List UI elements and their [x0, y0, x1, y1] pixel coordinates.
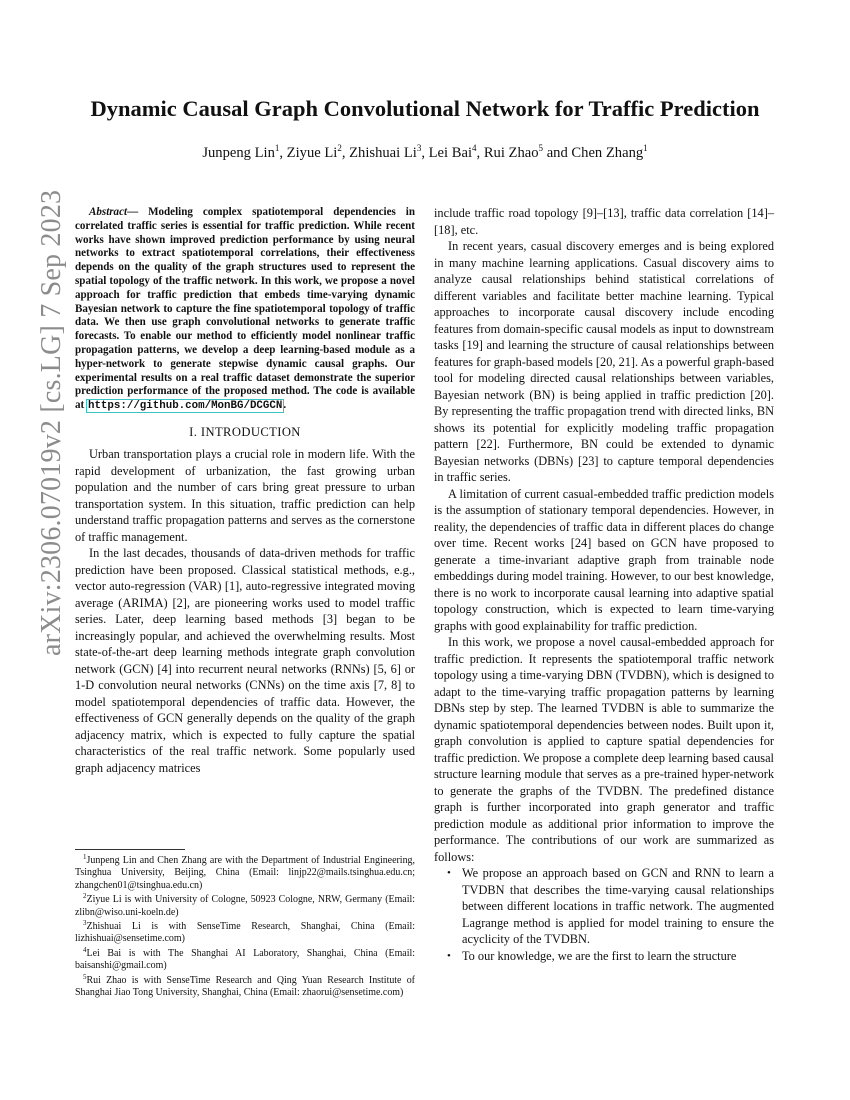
author: Ziyue Li$^2$,	[286, 143, 350, 161]
intro-paragraph: Urban transportation plays a crucial role in modern life. With the rapid development of urbanization, the fast growing urban population and the number of cars bring great pressure to urban transportation system. In this situation, traffic prediction can help understand traffic propagation patterns and serves as the cornerstone of traffic management.	[75, 447, 415, 544]
footnotes	[75, 855, 415, 1001]
intro-paragraph: In this work, we propose a novel causal-embedded approach for traffic prediction. It represents the spatiotemporal traffic network topology using a time-varying DBN (TVDBN), which is designed to adapt to the time-varying traffic propagation patterns by learning DBNs step by step. The learned TVDBN is able to summarize the dynamic spatiotemporal dependencies between nodes. Built upon it, graph convolution is applied to capture spatial dependencies for traffic prediction. We propose a complete deep learning based causal structure learning module that serves as a pre-trained hyper-network to generate the graphs of the TVDBN. The predefined distance graph is further incorporated into graph generator and traffic prediction module as additional prior information to improve the performance. The contributions of our work are summarized as follows:	[434, 635, 774, 864]
right-column	[434, 205, 774, 964]
code-link[interactable]: https://github.com/MonBG/DCGCN	[87, 400, 283, 413]
arxiv-identifier-stamp: arXiv:2306.07019v2 [cs.LG] 7 Sep 2023	[36, 189, 67, 656]
footnote: $^1$Junpeng Lin and Chen Zhang are with the Department of Industrial Engineering, Tsinghua University, Beijing, China (Email: linjp22@mails.tsinghua.edu.cn; zhangchen01@tsinghua.edu.cn)	[75, 853, 415, 891]
footnote: $^2$Ziyue Li is with University of Cologne, 50923 Cologne, NRW, Germany (Email: zlibn@wiso.uni-koeln.de)	[75, 892, 415, 918]
contribution-list	[434, 865, 774, 964]
intro-paragraph: In the last decades, thousands of data-driven methods for traffic prediction have been proposed. Classical statistical methods, e.g., vector auto-regression (VAR) [1], auto-regressive integrated moving average (ARIMA) [2], are pioneering works used to model traffic series. Later, deep learning based methods [3] began to be increasingly popular, and achieved the overwhelming results. Most state-of-the-art deep learning methods integrate graph convolution network (GCN) [4] into recurrent neural networks (RNNs) [5, 6] or 1-D convolution neural networks (CNNs) on the time axis [7, 8] to model spatiotemporal dependencies of traffic data. However, the effectiveness of GCN generally depends on the quality of the graph adjacency matrix, which is expected to fully capture the spatial characteristics of the real traffic network. Some popularly used graph adjacency matrices	[75, 546, 415, 775]
abstract-label: Abstract	[89, 206, 128, 218]
footnote: $^3$Zhishuai Li is with SenseTime Research, Shanghai, China (Email: lizhishuai@sensetime.com)	[75, 919, 415, 945]
section-heading-introduction: I. INTRODUCTION	[189, 424, 301, 439]
list-item: • To our knowledge, we are the first to learn the structure	[447, 948, 737, 963]
abstract: Abstract— Modeling complex spatiotemporal dependencies in correlated traffic series is essential for traffic prediction. While recent works have shown improved prediction performance by using neural networks to extract spatiotemporal correlations, their effectiveness depends on the quality of the graph structures used to represent the spatial topology of the traffic network. In this work, we propose a novel approach for traffic prediction that embeds time-varying dynamic Bayesian network to capture the fine spatiotemporal topology of traffic data. We then use graph convolutional networks to generate traffic forecasts. To enable our method to efficiently model nonlinear traffic propagation patterns, we develop a deep learning-based module as a hyper-network to generate stepwise dynamic causal graphs. Our experimental results on a real traffic dataset demonstrate the superior prediction performance of the proposed method. The code is available at https://github.com/MonBG/DCGCN.	[75, 206, 415, 413]
author: Rui Zhao$^5$ and	[483, 143, 572, 161]
author: Zhishuai Li$^3$,	[349, 143, 429, 161]
footnote: $^4$Lei Bai is with The Shanghai AI Laboratory, Shanghai, China (Email: baisanshi@gmail.com)	[75, 945, 415, 972]
author-line	[0, 145, 850, 162]
author: Junpeng Lin$^1$,	[202, 143, 287, 161]
continued-paragraph: include traffic road topology [9]–[13], traffic data correlation [14]–[18], etc.	[434, 206, 774, 237]
author: Chen Zhang$^1$	[571, 143, 648, 161]
intro-paragraph: A limitation of current casual-embedded traffic prediction models is the assumption of stationary temporal dependencies. However, in reality, the dependencies of traffic data in different places do change over time. Recent works [24] based on GCN have proposed to generate a time-invariant adaptive graph from trainable node embeddings during model training. However, to our best knowledge, there is no work to incorporate causal learning into adaptive spatial topology construction, which is expected to learn time-varying graphs with good explainability for traffic prediction.	[434, 486, 774, 633]
author: Lei Bai$^4$,	[428, 143, 484, 161]
intro-paragraph: In recent years, casual discovery emerges and is being explored in many machine learning applications. Casual discovery aims to analyze causal relationships behind statistical correlations of different variables and facilitate better machine learning. Typical approaches to incorporate causal discovery include encoding features from domain-specific causal models as input to downstream tasks [19] and learning the structure of causal relationships between features for graph-based models [20, 21]. As a powerful graph-based tool for modeling directed causal relationships between variables, Bayesian network (BN) is being applied in traffic prediction [20]. By representing the traffic propagation trend with directed links, BN shows its potential for explicitly modeling traffic propagation pattern [22]. Furthermore, BN could be extended to dynamic Bayesian networks (DBNs) [23] to capture temporal dependencies in traffic series.	[434, 239, 774, 484]
bullet-icon: •	[447, 949, 451, 962]
list-item: • We propose an approach based on GCN and RNN to learn a TVDBN that describes the time-varying causal relationships between different locations in traffic network. The augmented Lagrange method is applied for model training to ensure the acyclicity of the TVDBN.	[447, 866, 774, 946]
paper-title: Dynamic Causal Graph Convolutional Network for Traffic Prediction	[90, 96, 760, 121]
footnote: $^5$Rui Zhao is with SenseTime Research and Qing Yuan Research Institute of Shanghai Jiao Tong University, Shanghai, China (Email: zhaorui@sensetime.com)	[75, 972, 415, 999]
abstract-text: Modeling complex spatiotemporal dependencies in correlated traffic series is essential for traffic prediction. While recent works have shown improved prediction performance by using neural networks to extract spatiotemporal correlations, their effectiveness depends on the quality of the graph structures used to represent the spatial topology of the traffic network. In this work, we propose a novel approach for traffic prediction that embeds time-varying dynamic Bayesian network to capture the fine spatiotemporal topology of traffic data. We then use graph convolutional networks to generate traffic forecasts. To enable our method to efficiently model nonlinear traffic propagation patterns, we develop a deep learning-based module as a hyper-network to generate stepwise dynamic causal graphs. Our experimental results on a real traffic dataset demonstrate the superior prediction performance of the proposed method. The code is available at	[75, 206, 415, 412]
left-column	[75, 206, 415, 776]
bullet-icon: •	[447, 867, 451, 879]
